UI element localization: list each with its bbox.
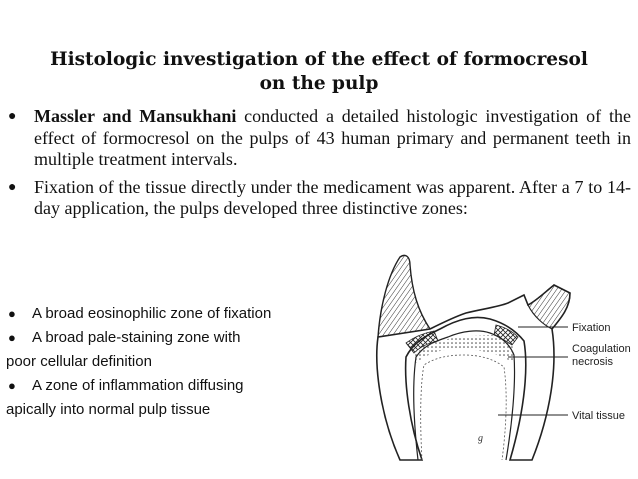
bullet-item-fixation <box>6 177 631 220</box>
bullet-text <box>34 177 631 220</box>
zone-text: A broad eosinophilic zone of fixation <box>32 305 272 322</box>
bullet-dot-icon: ● <box>8 378 16 393</box>
slide-title-line-2: on the pulp <box>259 73 379 94</box>
zone-item-inflammation-continuation <box>6 398 356 422</box>
main-bullet-list <box>6 106 631 226</box>
slide-title-line-1: Histologic investigation of the effect of formocresol <box>50 49 588 70</box>
figure-mark: g <box>478 433 483 444</box>
label-coagulation-line-2: necrosis <box>572 356 613 368</box>
bullet-dot-icon: ● <box>8 330 16 345</box>
tooth-diagram-svg <box>358 245 638 477</box>
bullet-dot-icon: ● <box>8 179 17 195</box>
zone-text: A zone of inflammation diffusing <box>32 377 244 394</box>
slide-title <box>20 48 618 96</box>
label-fixation: Fixation <box>572 322 611 334</box>
zone-item-fixation <box>6 302 356 326</box>
bullet-body: conducted a detailed histologic investigation of the effect of formocresol on the pulps of 43 human primary and permanent teeth in multiple treatment intervals. <box>34 106 631 169</box>
zone-text: A broad pale-staining zone with <box>32 329 241 346</box>
zone-item-inflammation <box>6 374 356 398</box>
zone-item-pale-staining <box>6 326 356 350</box>
bullet-item-massler <box>6 106 631 171</box>
label-vital-tissue: Vital tissue <box>572 410 625 422</box>
tooth-diagram <box>358 245 638 477</box>
zone-text-continuation: poor cellular definition <box>6 353 152 370</box>
bullet-dot-icon: ● <box>8 109 17 124</box>
bullet-bold-lead: Massler and Mansukhani <box>34 106 237 126</box>
bullet-body: Fixation of the tissue directly under the medicament was apparent. After a 7 to 14-day application, the pulps developed three distinctive zones: <box>34 176 631 218</box>
vital-tissue-boundary <box>421 355 506 460</box>
label-coagulation-line-1: Coagulation <box>572 343 631 355</box>
zone-text-continuation: apically into normal pulp tissue <box>6 401 211 418</box>
bullet-text <box>34 106 631 171</box>
zones-list <box>6 302 356 422</box>
bullet-dot-icon: ● <box>8 306 16 321</box>
zone-item-pale-staining-continuation <box>6 350 356 374</box>
